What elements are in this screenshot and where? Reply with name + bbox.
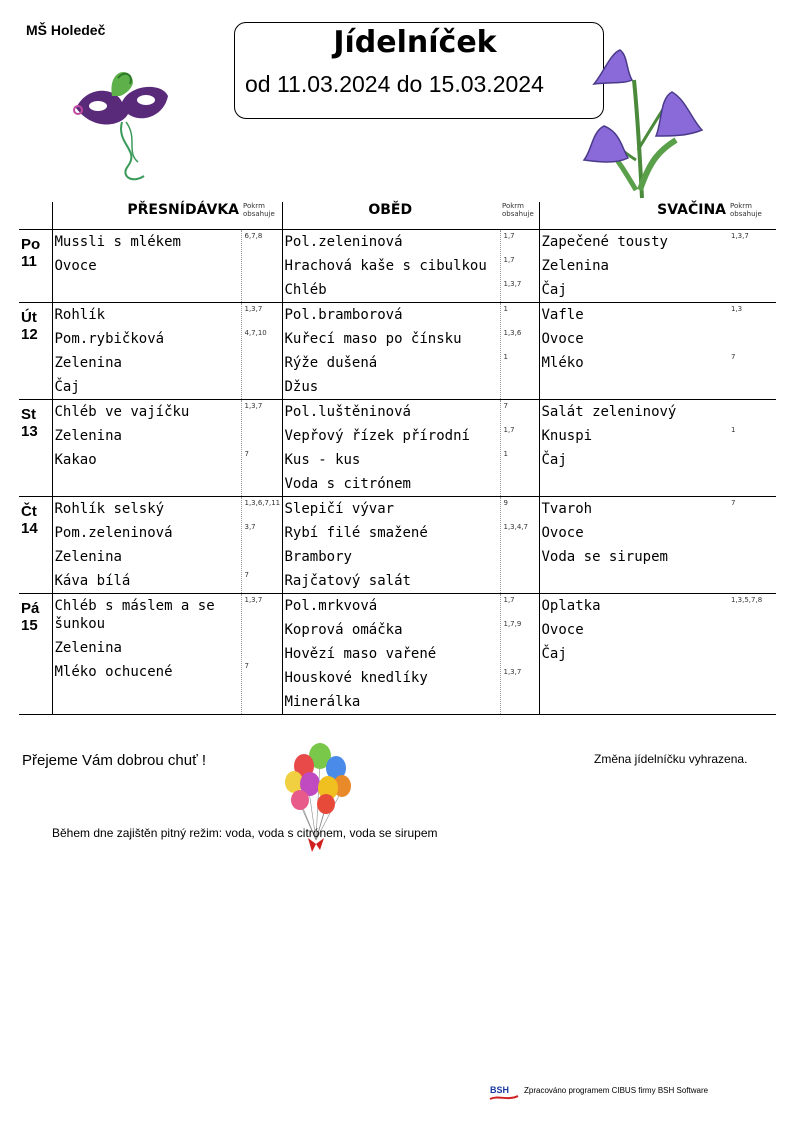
header-day-cell bbox=[19, 202, 52, 230]
menu-item: Rohlík selský bbox=[54, 501, 165, 517]
allergen-codes: 1,7 bbox=[503, 256, 515, 264]
allergen-codes: 1,7 bbox=[503, 232, 515, 240]
day-number: 14 bbox=[21, 520, 38, 537]
menu-item: Pol.bramborová bbox=[284, 307, 403, 323]
breakfast-allergens-cell bbox=[241, 497, 282, 594]
page-title: Jídelníček bbox=[333, 25, 497, 60]
menu-item: Džus bbox=[284, 379, 319, 395]
day-abbr: Čt bbox=[21, 503, 37, 520]
allergen-codes: 4,7,10 bbox=[244, 329, 267, 337]
allergen-codes: 1,7,9 bbox=[503, 620, 522, 628]
lunch-cell bbox=[282, 497, 500, 594]
header-allergens-snack: Pokrm obsahuje bbox=[728, 202, 776, 230]
bluebell-flower-icon bbox=[580, 40, 710, 200]
menu-item: Houskové knedlíky bbox=[284, 670, 428, 686]
allergen-codes: 7 bbox=[244, 571, 249, 579]
breakfast-cell bbox=[52, 230, 241, 303]
lunch-cell bbox=[282, 400, 500, 497]
menu-item: Mussli s mlékem bbox=[54, 234, 181, 250]
allergen-codes: 7 bbox=[731, 353, 736, 361]
allergen-codes: 1,3,7 bbox=[244, 596, 263, 604]
lunch-cell bbox=[282, 230, 500, 303]
lunch-cell bbox=[282, 594, 500, 715]
day-abbr: Po bbox=[21, 236, 41, 253]
snack-cell bbox=[539, 497, 728, 594]
allergen-codes: 1 bbox=[503, 353, 508, 361]
drinking-regime-text: Během dne zajištěn pitný režim: voda, voda s citrónem, voda se sirupem bbox=[52, 826, 438, 840]
menu-item: Rýže dušená bbox=[284, 355, 378, 371]
allergen-codes bbox=[728, 400, 776, 424]
allergen-codes bbox=[728, 642, 776, 666]
allergen-codes: 1,3,6,7,11 bbox=[244, 499, 281, 507]
menu-item: Koprová omáčka bbox=[284, 622, 403, 638]
menu-item: Káva bílá bbox=[54, 573, 131, 589]
allergen-codes: 7 bbox=[731, 499, 736, 507]
breakfast-cell bbox=[52, 594, 241, 715]
snack-cell bbox=[539, 594, 728, 715]
snack-cell bbox=[539, 303, 728, 400]
header-allergens-breakfast: Pokrm obsahuje bbox=[241, 202, 282, 230]
menu-item: Ovoce bbox=[541, 525, 584, 541]
menu-item: Zelenina bbox=[541, 258, 609, 274]
allergen-codes: 1,3,4,7 bbox=[503, 523, 528, 531]
day-abbr: Pá bbox=[21, 600, 40, 617]
allergen-codes: 1 bbox=[731, 426, 736, 434]
menu-item: Salát zeleninový bbox=[541, 404, 677, 420]
allergen-codes bbox=[242, 636, 282, 660]
software-credit: Zpracováno programem CIBUS firmy BSH Software bbox=[524, 1086, 709, 1095]
menu-item: Čaj bbox=[541, 452, 567, 468]
breakfast-cell bbox=[52, 400, 241, 497]
menu-item: Vepřový řízek přírodní bbox=[284, 428, 470, 444]
allergen-codes bbox=[728, 278, 776, 302]
lunch-allergens-cell bbox=[500, 303, 539, 400]
allergen-codes: 7 bbox=[503, 402, 508, 410]
menu-item: Voda s citrónem bbox=[284, 476, 411, 492]
allergen-codes: 6,7,8 bbox=[244, 232, 263, 240]
header-snack: SVAČINA bbox=[539, 202, 728, 230]
header-allergens-lunch: Pokrm obsahuje bbox=[500, 202, 539, 230]
allergen-codes bbox=[242, 545, 282, 569]
menu-item: Mléko ochucené bbox=[54, 664, 173, 680]
allergen-codes: 1,7 bbox=[503, 426, 515, 434]
menu-item: Rohlík bbox=[54, 307, 106, 323]
day-row bbox=[19, 594, 776, 715]
menu-item: Ovoce bbox=[541, 331, 584, 347]
menu-item: Pol.zeleninová bbox=[284, 234, 403, 250]
day-number: 13 bbox=[21, 423, 38, 440]
menu-item: Zelenina bbox=[54, 355, 122, 371]
allergen-codes: 9 bbox=[503, 499, 508, 507]
allergen-codes bbox=[728, 545, 776, 569]
date-range: od 11.03.2024 do 15.03.2024 bbox=[245, 71, 544, 97]
menu-item: Vafle bbox=[541, 307, 584, 323]
lunch-allergens-cell bbox=[500, 497, 539, 594]
snack-allergens-cell bbox=[728, 303, 776, 400]
menu-item: Zelenina bbox=[54, 640, 122, 656]
carnival-mask-icon bbox=[68, 66, 174, 186]
allergen-codes: 1 bbox=[503, 450, 508, 458]
balloons-icon bbox=[280, 740, 352, 860]
day-abbr: St bbox=[21, 406, 36, 423]
menu-item: Rybí filé smažené bbox=[284, 525, 428, 541]
snack-allergens-cell bbox=[728, 497, 776, 594]
menu-item: Hovězí maso vařené bbox=[284, 646, 437, 662]
menu-item: Čaj bbox=[54, 379, 80, 395]
allergen-codes bbox=[501, 569, 539, 593]
school-name: MŠ Holedeč bbox=[26, 22, 106, 38]
menu-item: Chléb s máslem a se šunkou bbox=[54, 598, 215, 632]
allergen-codes bbox=[728, 521, 776, 545]
allergen-codes bbox=[242, 351, 282, 375]
menu-item: Minerálka bbox=[284, 694, 361, 710]
menu-item: Zelenina bbox=[54, 428, 122, 444]
allergen-codes: 1,3,7 bbox=[503, 280, 522, 288]
menu-item: Pol.mrkvová bbox=[284, 598, 378, 614]
snack-allergens-cell bbox=[728, 400, 776, 497]
lunch-cell bbox=[282, 303, 500, 400]
menu-item: Knuspi bbox=[541, 428, 593, 444]
allergen-codes bbox=[501, 545, 539, 569]
breakfast-allergens-cell bbox=[241, 594, 282, 715]
allergen-codes: 1,3 bbox=[731, 305, 743, 313]
menu-item: Čaj bbox=[541, 282, 567, 298]
allergen-codes bbox=[242, 254, 282, 278]
allergen-codes: 7 bbox=[244, 662, 249, 670]
menu-item: Ovoce bbox=[541, 622, 584, 638]
allergen-codes bbox=[728, 327, 776, 351]
allergen-codes bbox=[501, 642, 539, 666]
menu-item: Kuřecí maso po čínsku bbox=[284, 331, 462, 347]
breakfast-allergens-cell bbox=[241, 230, 282, 303]
bon-appetit-text: Přejeme Vám dobrou chuť ! bbox=[22, 752, 207, 769]
allergen-codes bbox=[728, 254, 776, 278]
day-abbr: Út bbox=[21, 309, 37, 326]
day-row bbox=[19, 303, 776, 400]
bsh-logo bbox=[488, 1083, 520, 1103]
menu-item: Pom.rybičková bbox=[54, 331, 165, 347]
allergen-codes bbox=[501, 472, 539, 496]
allergen-codes bbox=[501, 690, 539, 714]
lunch-allergens-cell bbox=[500, 230, 539, 303]
menu-item: Pom.zeleninová bbox=[54, 525, 173, 541]
allergen-codes: 1,3,7 bbox=[731, 232, 749, 240]
snack-allergens-cell bbox=[728, 594, 776, 715]
menu-item: Čaj bbox=[541, 646, 567, 662]
allergen-codes: 7 bbox=[244, 450, 249, 458]
breakfast-allergens-cell bbox=[241, 303, 282, 400]
breakfast-cell bbox=[52, 497, 241, 594]
lunch-allergens-cell bbox=[500, 594, 539, 715]
change-notice: Změna jídelníčku vyhrazena. bbox=[594, 752, 748, 766]
svg-text:BSH: BSH bbox=[490, 1085, 510, 1095]
menu-item: Slepičí vývar bbox=[284, 501, 395, 517]
header-lunch: OBĚD bbox=[282, 202, 500, 230]
menu-item: Chléb bbox=[284, 282, 327, 298]
menu-item: Chléb ve vajíčku bbox=[54, 404, 190, 420]
day-label-cell bbox=[19, 230, 52, 303]
allergen-codes: 1,3,7 bbox=[503, 668, 522, 676]
header-breakfast: PŘESNÍDÁVKA bbox=[52, 202, 241, 230]
lunch-allergens-cell bbox=[500, 400, 539, 497]
day-row bbox=[19, 497, 776, 594]
day-row bbox=[19, 230, 776, 303]
menu-item: Hrachová kaše s cibulkou bbox=[284, 258, 487, 274]
menu-item: Mléko bbox=[541, 355, 584, 371]
allergen-codes: 1 bbox=[503, 305, 508, 313]
allergen-codes bbox=[728, 448, 776, 472]
menu-item: Rajčatový salát bbox=[284, 573, 411, 589]
menu-item: Kakao bbox=[54, 452, 97, 468]
snack-cell bbox=[539, 230, 728, 303]
menu-table bbox=[19, 202, 776, 715]
menu-item: Zelenina bbox=[54, 549, 122, 565]
day-label-cell bbox=[19, 594, 52, 715]
menu-item: Oplatka bbox=[541, 598, 601, 614]
allergen-codes: 1,3,7 bbox=[244, 402, 263, 410]
allergen-codes: 3,7 bbox=[244, 523, 256, 531]
menu-item: Brambory bbox=[284, 549, 352, 565]
menu-item: Ovoce bbox=[54, 258, 97, 274]
menu-item: Pol.luštěninová bbox=[284, 404, 411, 420]
breakfast-allergens-cell bbox=[241, 400, 282, 497]
day-label-cell bbox=[19, 303, 52, 400]
day-number: 11 bbox=[21, 253, 37, 270]
day-label-cell bbox=[19, 497, 52, 594]
menu-item: Tvaroh bbox=[541, 501, 593, 517]
allergen-codes bbox=[728, 618, 776, 642]
allergen-codes: 1,7 bbox=[503, 596, 515, 604]
menu-item: Kus - kus bbox=[284, 452, 361, 468]
allergen-codes: 1,3,5,7,8 bbox=[731, 596, 763, 604]
allergen-codes bbox=[501, 375, 539, 399]
title-box bbox=[234, 22, 604, 119]
allergen-codes bbox=[242, 375, 282, 399]
allergen-codes: 1,3,7 bbox=[244, 305, 263, 313]
day-number: 12 bbox=[21, 326, 38, 343]
menu-item: Voda se sirupem bbox=[541, 549, 668, 565]
snack-allergens-cell bbox=[728, 230, 776, 303]
menu-header-row bbox=[19, 202, 776, 230]
day-number: 15 bbox=[21, 617, 38, 634]
day-row bbox=[19, 400, 776, 497]
menu-item: Zapečené tousty bbox=[541, 234, 668, 250]
breakfast-cell bbox=[52, 303, 241, 400]
snack-cell bbox=[539, 400, 728, 497]
allergen-codes: 1,3,6 bbox=[503, 329, 522, 337]
day-label-cell bbox=[19, 400, 52, 497]
allergen-codes bbox=[242, 424, 282, 448]
